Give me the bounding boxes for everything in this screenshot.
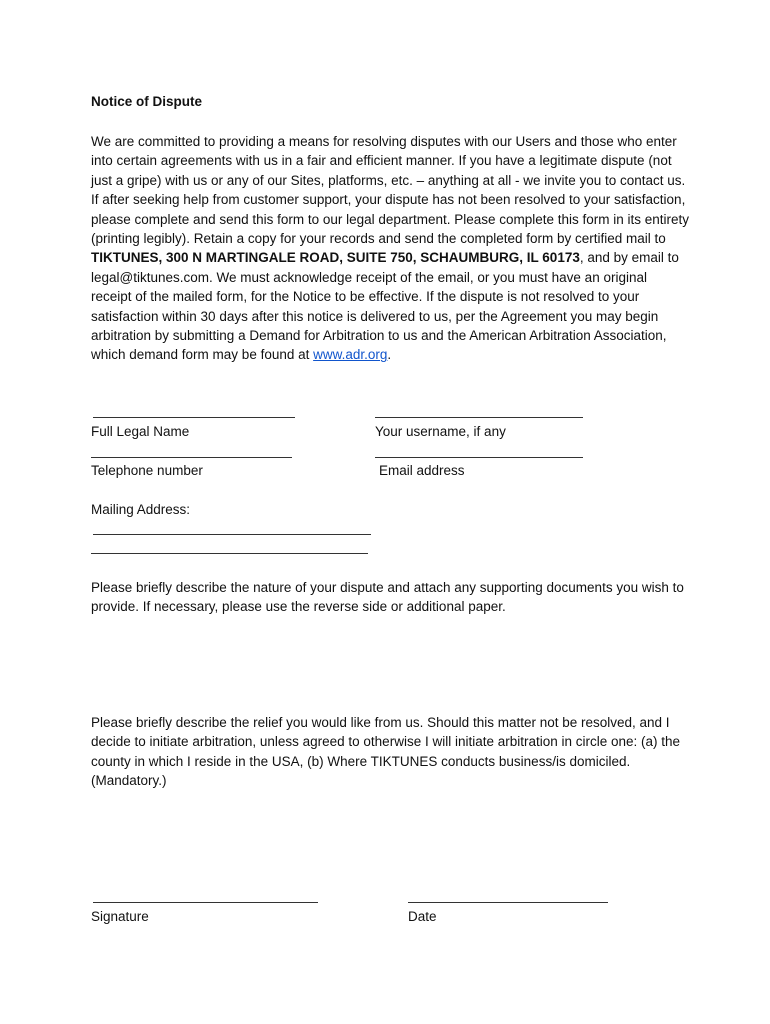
intro-middle-text: , and by email to legal@tiktunes.com. We must acknowledge receipt of the email, or you must have an original receipt of the mailed form, for the Notice to be effective. If the dispute is not resolved to your satisfaction within 30 days after this notice is delivered to us, per the Agreement you may begin arbitration by submitting a Demand for Arbitration to us and the American Arbitration Association, which demand form may be found at: [91, 250, 679, 363]
intro-tail-text: .: [387, 347, 392, 363]
mailing-address-label: Mailing Address:: [91, 502, 191, 517]
mailing-address-line-2[interactable]: [91, 553, 368, 554]
telephone-line[interactable]: [91, 457, 292, 458]
relief-description-prompt: Please briefly describe the relief you would like from us. Should this matter not be resolved, and I decide to initiate arbitration, unless agreed to otherwise I will initiate arbitration in circle one: (a) the county in which I reside in the USA, (b) Where TIKTUNES conducts business/is domiciled. (Mandatory.): [91, 715, 681, 789]
telephone-label: Telephone number: [91, 463, 203, 478]
intro-paragraph: [91, 132, 691, 365]
full-legal-name-label: Full Legal Name: [91, 424, 190, 439]
full-legal-name-line[interactable]: [93, 417, 295, 418]
email-line[interactable]: [375, 457, 583, 458]
email-label: Email address: [379, 463, 465, 478]
date-line[interactable]: [408, 902, 608, 903]
intro-text: We are committed to providing a means for resolving disputes with our Users and those who enter into certain agreements with us in a fair and efficient manner. If you have a legitimate dispute (not just a gripe) with us or any of our Sites, platforms, etc. – anything at all - we invite you to contact us. If after seeking help from customer support, your dispute has not been resolved to your satisfaction, please complete and send this form to our legal department. Please complete this form in its entirety (printing legibly). Retain a copy for your records and send the completed form by certified mail to: [91, 134, 690, 247]
signature-line[interactable]: [93, 902, 318, 903]
signature-label: Signature: [91, 909, 149, 924]
mailing-address-bold: TIKTUNES, 300 N MARTINGALE ROAD, SUITE 750, SCHAUMBURG, IL 60173: [91, 250, 580, 266]
dispute-description-prompt: Please briefly describe the nature of your dispute and attach any supporting documents you wish to provide. If necessary, please use the reverse side or additional paper.: [91, 580, 684, 615]
date-label: Date: [408, 909, 437, 924]
username-label: Your username, if any: [375, 424, 506, 439]
mailing-address-line-1[interactable]: [93, 534, 371, 535]
adr-link[interactable]: www.adr.org: [313, 347, 388, 363]
username-line[interactable]: [375, 417, 583, 418]
document-title: Notice of Dispute: [91, 94, 203, 109]
